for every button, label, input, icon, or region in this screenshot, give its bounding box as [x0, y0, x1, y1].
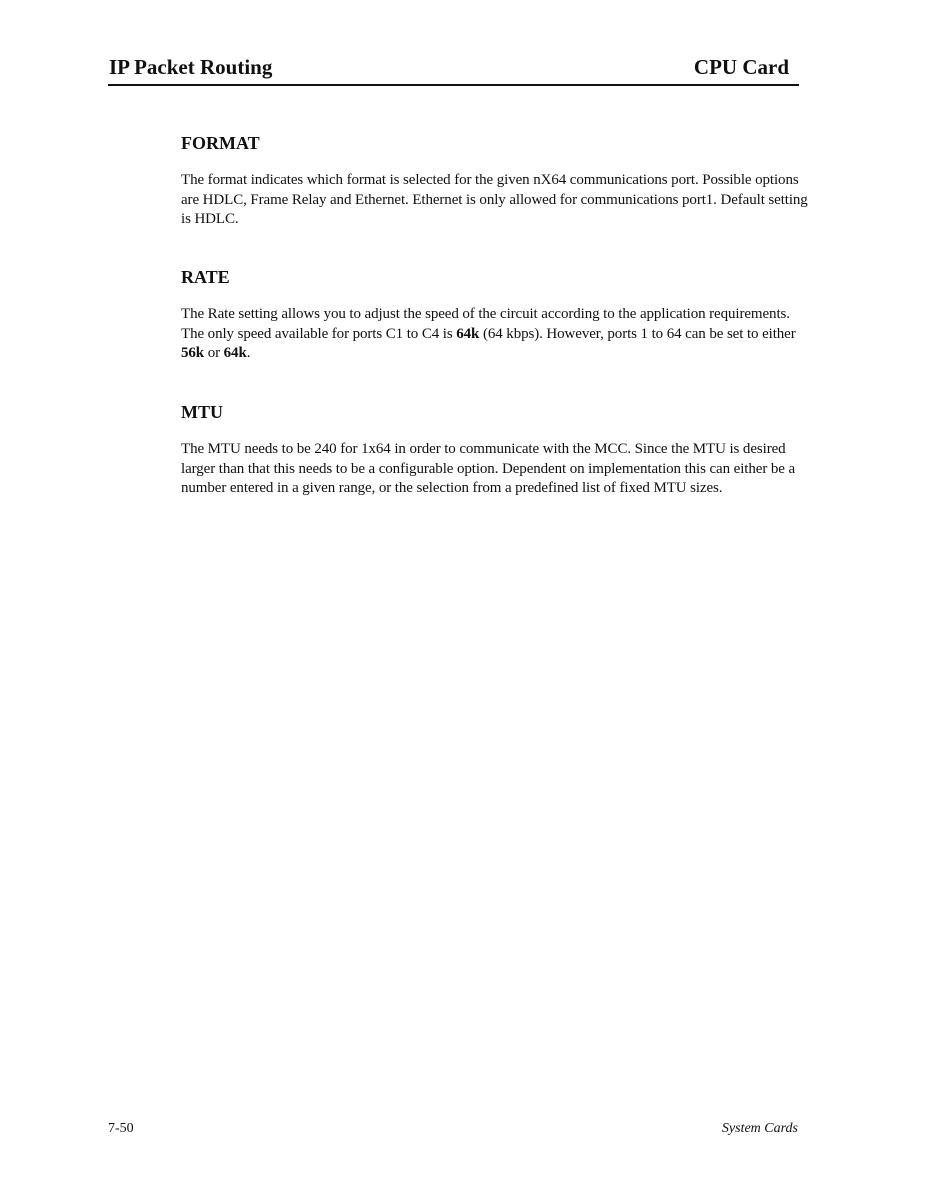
rate-bold-64k-ports-c1-c4: 64k	[456, 325, 480, 342]
footer-chapter: System Cards	[721, 1121, 798, 1136]
mtu-section	[181, 401, 811, 499]
mtu-heading: MTU	[181, 402, 223, 422]
page-header	[108, 54, 799, 86]
header-section-title: IP Packet Routing	[109, 55, 273, 79]
format-section	[181, 132, 811, 230]
page-footer	[108, 1121, 799, 1141]
rate-body-text-4: .	[246, 345, 251, 361]
rate-section	[181, 266, 811, 364]
rate-body	[181, 305, 811, 364]
rate-bold-56k: 56k	[181, 345, 205, 361]
rate-body-text-2: (64 kbps). However, ports 1 to 64 can be set to either	[479, 325, 796, 342]
format-body: The format indicates which format is selected for the given nX64 communications port. Possible options are HDLC, Frame Relay and Ethernet. Ethernet is only allowed for communications port1. Default setting is HDLC.	[181, 172, 808, 227]
rate-bold-64k: 64k	[223, 345, 247, 361]
page-number: 7-50	[108, 1121, 134, 1136]
rate-heading: RATE	[181, 267, 230, 287]
rate-body-text-3: or	[204, 345, 224, 361]
rate-body-text-1: The Rate setting allows you to adjust the speed of the circuit according to the application requirements. The only speed available for ports C1 to C4 is	[181, 306, 790, 342]
header-chapter-title: CPU Card	[693, 55, 789, 79]
mtu-body: The MTU needs to be 240 for 1x64 in order to communicate with the MCC. Since the MTU is desired larger than that this needs to be a configurable option. Dependent on implementation this can either be a number entered in a given range, or the selection from a predefined list of fixed MTU sizes.	[181, 441, 796, 496]
format-heading: FORMAT	[181, 133, 260, 153]
